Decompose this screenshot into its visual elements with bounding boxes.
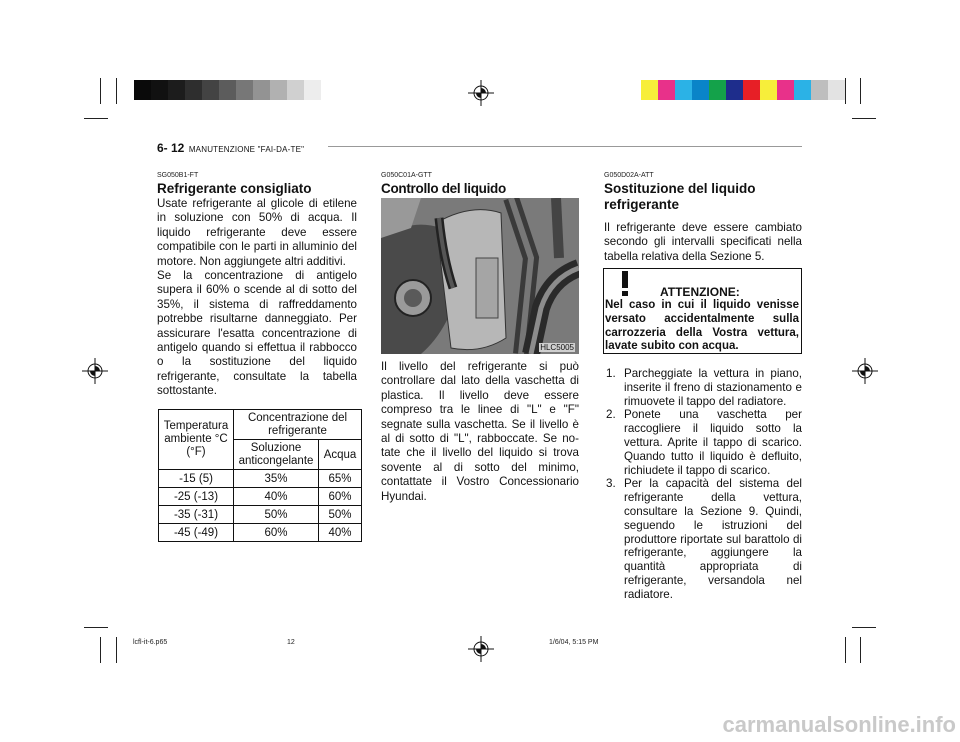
column-refrigerant-recommended [157,172,357,399]
grayscale-swatch [168,80,185,100]
step-number: 1. [606,367,616,380]
replacement-steps [606,367,802,602]
step-text: Parcheggiate la vettura in piano, inserite il freno di stazionamento e rimuovete il tappo del radiatore. [624,367,802,408]
process-color-swatch [675,80,692,100]
step-text: Ponete una vaschetta per raccogliere il liquido sotto la vettura. Aprite il tappo di scarico. Quando tutto il liquido è defluito, richiudete il tappo di scarico. [624,408,802,477]
watermark: carmanualsonline.info [722,712,956,737]
table-row [159,470,362,488]
grayscale-swatch [236,80,253,100]
section-heading: Controllo del liquido [381,181,506,196]
table-row [159,488,362,506]
grayscale-swatch [270,80,287,100]
process-color-swatch [760,80,777,100]
column-coolant-replacement [604,172,802,264]
warning-exclamation-icon [616,271,634,302]
table-header-antifreeze: Soluzione anticongelante [234,440,319,470]
page-header [157,139,304,157]
footer-date: 1/6/04, 5:15 PM [549,639,599,646]
cell-antifreeze: 60% [234,524,319,542]
paragraph: Il refrigerante deve essere cambiato secondo gli intervalli specificati nella tabella relativa della Sezione 5. [604,221,802,263]
cell-antifreeze: 40% [234,488,319,506]
footer-page: 12 [287,639,295,646]
table-header-concentration: Concentrazione del refrigerante [234,410,362,440]
registration-mark-right [852,358,878,384]
table-header-temperature: Temperatura ambiente °C (°F) [159,410,234,470]
section-code: G050D02A-ATT [604,172,654,179]
table-row [159,506,362,524]
cell-temperature: -45 (-49) [159,524,234,542]
step-number: 3. [606,477,616,491]
grayscale-swatch [304,80,321,100]
process-color-swatch [658,80,675,100]
warning-text: Nel caso in cui il liquido venisse versato accidentalmente sulla carrozzeria della Vostra vettura, lavate subito con acqua. [605,299,799,353]
list-item [606,367,802,408]
table-header-water: Acqua [319,440,362,470]
list-item [606,477,802,601]
step-text: Per la capacità del sistema del refrigerante della vettura, consultare la Sezione 9. Quindi, seguendo le istruzioni del produttore riportate sul barattolo di refrigerante, aggiungere la quantità appropriata di refrigerante, versandola nel radiatore. [624,477,802,601]
grayscale-color-bar [134,80,321,100]
section-code: G050C01A-GTT [381,172,432,179]
grayscale-swatch [185,80,202,100]
registration-mark-bottom [468,636,494,662]
grayscale-swatch [202,80,219,100]
process-color-swatch [811,80,828,100]
footer-filename: lcfl-it-6.p65 [133,639,168,646]
paragraph: Se la concentrazione di antigelo supera il 60% o scende al di sotto del 35%, il sistema di raffreddamento potrebbe risultarne danneggiato. Per assicurare l'esatta concentrazione di antigelo quando si effettua il rabbocco o la sostituzione del liquido refrigerante, consultate la tabella sottostante. [157,269,357,398]
cell-temperature: -15 (5) [159,470,234,488]
process-color-swatch [726,80,743,100]
cell-water: 40% [319,524,362,542]
page-number: 6- 12 [157,141,185,155]
paragraph: Il livello del refrigerante si può controllare dal lato della vaschetta di plastica. Il livello deve essere compreso tra le linee di "L" e "F" segnate sulla vaschetta. Se il livello è al di sotto di "L", rabboccate. Se no-tate che il livello del liquido si trova sovente al di sotto del minimo, contattate il Vostro Concessionario Hyundai. [381,360,579,503]
process-color-swatch [641,80,658,100]
warning-title: ATTENZIONE: [660,285,740,299]
cell-antifreeze: 50% [234,506,319,524]
list-item [606,408,802,477]
warning-box [603,268,802,354]
concentration-table [158,409,362,542]
process-color-swatch [777,80,794,100]
section-code: SG050B1-FT [157,172,199,179]
step-number: 2. [606,408,616,422]
process-color-swatch [794,80,811,100]
grayscale-swatch [219,80,236,100]
registration-mark-top [468,80,494,106]
section-heading: Sostituzione del liquido refrigerante [604,181,756,212]
engine-coolant-reservoir-photo [381,198,579,354]
grayscale-swatch [151,80,168,100]
registration-mark-left [82,358,108,384]
paragraph: Usate refrigerante al glicole di etilene in soluzione con 50% di acqua. Il liquido refrigerante deve essere compatibile con le parti in alluminio del motore. Non aggiungete altri additivi. [157,197,357,268]
grayscale-swatch [287,80,304,100]
grayscale-swatch [253,80,270,100]
grayscale-swatch [134,80,151,100]
process-color-bar [641,80,845,100]
cell-water: 50% [319,506,362,524]
section-title: MANUTENZIONE "FAI-DA-TE" [188,145,305,154]
cell-water: 65% [319,470,362,488]
cell-temperature: -35 (-31) [159,506,234,524]
photo-label: HLC5005 [540,343,574,352]
cell-antifreeze: 35% [234,470,319,488]
coolant-check-text [381,360,579,504]
section-heading: Refrigerante consigliato [157,181,312,196]
process-color-swatch [709,80,726,100]
cell-temperature: -25 (-13) [159,488,234,506]
header-rule [328,146,802,147]
table-row [159,524,362,542]
cell-water: 60% [319,488,362,506]
process-color-swatch [743,80,760,100]
process-color-swatch [692,80,709,100]
process-color-swatch [828,80,845,100]
